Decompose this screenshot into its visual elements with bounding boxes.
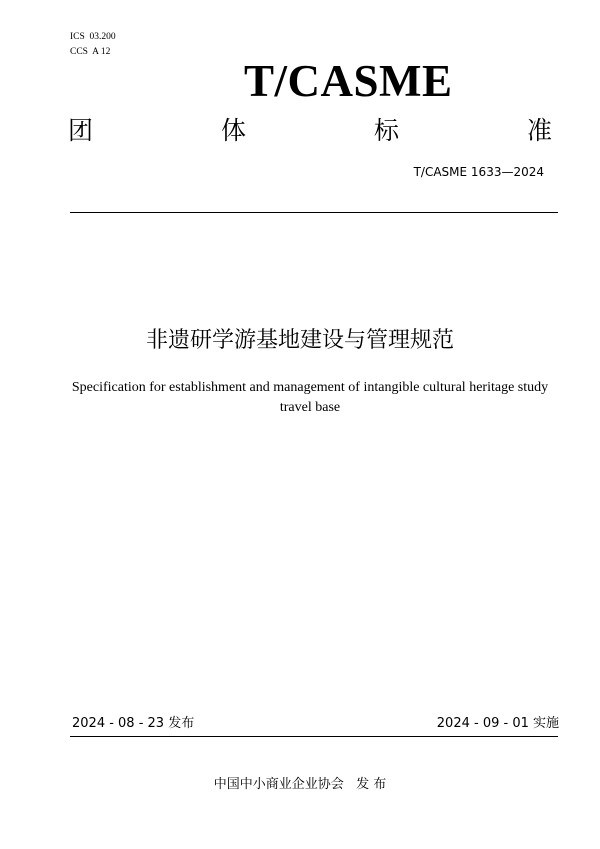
document-title-chinese: 非遗研学游基地建设与管理规范 (145, 328, 454, 353)
publish-date: 2024 - 08 - 23 发布 (72, 716, 195, 731)
standard-type-char: 标 (373, 116, 399, 145)
standard-type-char: 体 (220, 116, 246, 145)
document-title-english: Specification for establishment and management of intangible cultural heritage study travel base (71, 380, 549, 415)
standard-type-char: 准 (526, 116, 552, 145)
implementation-date: 2024 - 09 - 01 实施 (436, 716, 559, 731)
standard-number: T/CASME 1633—2024 (413, 165, 544, 179)
organization-brand: T/CASME (244, 56, 453, 106)
standard-type (68, 114, 552, 148)
ics-code: ICS 03.200 (70, 32, 116, 42)
footer-divider (70, 736, 558, 737)
issuing-organization: 中国中小商业企业协会 发 布 (213, 777, 387, 792)
classification-codes (70, 30, 116, 60)
standard-type-char: 团 (68, 116, 94, 145)
header-divider (70, 212, 558, 213)
ccs-code: CCS A 12 (70, 47, 111, 57)
